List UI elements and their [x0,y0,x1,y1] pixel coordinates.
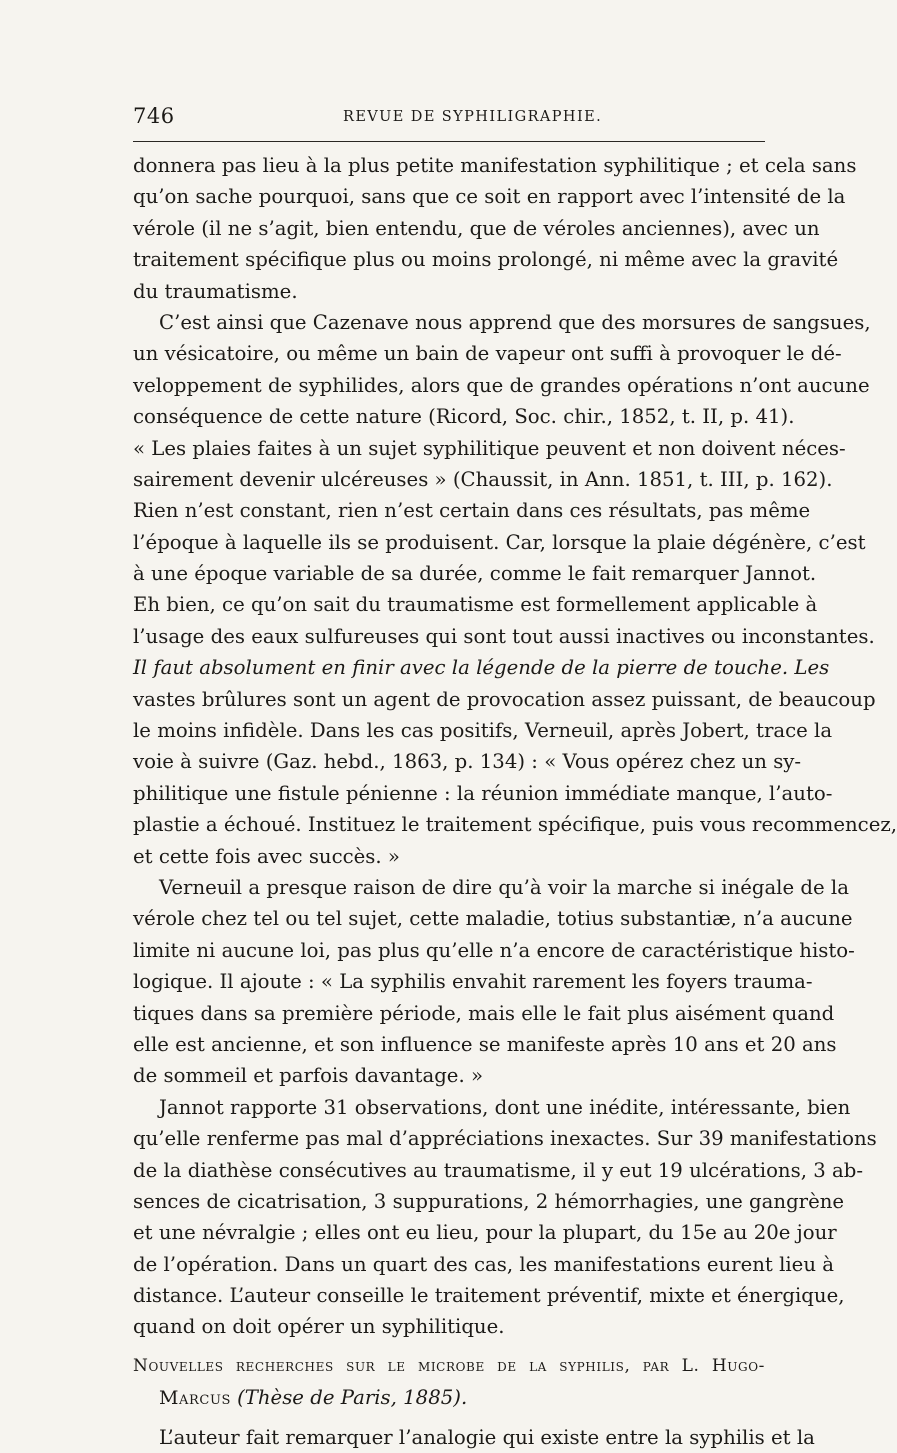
text-line: logique. Il ajoute : « La syphilis envahit rarement les foyers trauma- [133,970,813,994]
text-line: l’usage des eaux sulfureuses qui sont tout aussi inactives ou inconstantes. [133,624,875,648]
text-line: du traumatisme. [133,279,298,303]
running-title: REVUE DE SYPHILIGRAPHIE. [343,109,603,125]
body-text [133,150,897,1453]
text-line: l’époque à laquelle ils se produisent. Car, lorsque la plaie dégénère, c’est [133,530,866,554]
paragraph-3 [133,872,855,1092]
page-number: 746 [133,104,175,128]
text-line: vérole chez tel ou tel sujet, cette maladie, totius substantiæ, n’a aucune [133,907,853,931]
text-line: de l’opération. Dans un quart des cas, les manifestations eurent lieu à [133,1252,835,1276]
text-line: traitement spécifique plus ou moins prolongé, ni même avec la gravité [133,248,839,272]
heading-reference: (Thèse de Paris, 1885). [237,1386,468,1410]
paragraph-2 [133,307,897,872]
text-line: qu’on sache pourquoi, sans que ce soit en rapport avec l’intensité de la [133,185,846,209]
text-line: conséquence de cette nature (Ricord, Soc. chir., 1852, t. II, p. 41). [133,405,795,429]
text-line: C’est ainsi que Cazenave nous apprend que des morsures de sangsues, [159,310,871,334]
text-line: philitique une fistule pénienne : la réunion immédiate manque, l’auto- [133,781,833,805]
text-line: qu’elle renferme pas mal d’appréciations inexactes. Sur 39 manifestations [133,1127,877,1151]
text-line: vérole (il ne s’agit, bien entendu, que de véroles anciennes), avec un [133,216,820,240]
section-heading-line: Nouvelles recherches sur le microbe de la syphilis, par L. Hugo- [133,1355,765,1376]
text-line: Jannot rapporte 31 observations, dont une inédite, intéressante, bien [159,1095,851,1119]
text-line: tiques dans sa première période, mais elle le fait plus aisément quand [133,1001,835,1025]
page-header [133,104,765,134]
text-line: quand on doit opérer un syphilitique. [133,1315,505,1339]
text-line: Il faut absolument en finir avec la légende de la pierre de touche. Les [133,656,830,680]
text-line: de sommeil et parfois davantage. » [133,1064,484,1088]
text-line: et cette fois avec succès. » [133,844,400,868]
section-heading-line [133,1382,765,1413]
text-line: un vésicatoire, ou même un bain de vapeur ont suffi à provoquer le dé- [133,342,842,366]
text-line: Rien n’est constant, rien n’est certain dans ces résultats, pas même [133,499,811,523]
paragraph-4 [133,1092,877,1343]
paragraph-5 [133,1422,815,1453]
text-line: limite ni aucune loi, pas plus qu’elle n’a encore de caractéristique histo- [133,938,855,962]
text-line: « Les plaies faites à un sujet syphilitique peuvent et non doivent néces- [133,436,846,460]
text-line: distance. L’auteur conseille le traitement préventif, mixte et énergique, [133,1284,845,1308]
text-line: veloppement de syphilides, alors que de grandes opérations n’ont aucune [133,373,870,397]
text-line: plastie a échoué. Instituez le traitement spécifique, puis vous recommencez, [133,813,897,837]
text-line: elle est ancienne, et son influence se manifeste après 10 ans et 20 ans [133,1032,837,1056]
text-line: L’auteur fait remarquer l’analogie qui existe entre la syphilis et la [159,1425,815,1449]
section-gap [133,1343,765,1351]
text-line: Eh bien, ce qu’on sait du traumatisme est formellement applicable à [133,593,818,617]
section-gap [133,1414,765,1422]
header-rule [133,141,765,142]
text-line: Verneuil a presque raison de dire qu’à voir la marche si inégale de la [159,875,849,899]
heading-author-name: Marcus [159,1387,232,1410]
text-line: voie à suivre (Gaz. hebd., 1863, p. 134) : « Vous opérez chez un sy- [133,750,802,774]
text-line: vastes brûlures sont un agent de provocation assez puissant, de beaucoup [133,687,876,711]
text-line: à une époque variable de sa durée, comme le fait remarquer Jannot. [133,562,817,586]
text-line: donnera pas lieu à la plus petite manifestation syphilitique ; et cela sans [133,154,857,177]
text-line: et une névralgie ; elles ont eu lieu, pour la plupart, du 15e au 20e jour [133,1221,837,1245]
section-heading [133,1351,765,1414]
paragraph-1 [133,150,857,307]
text-line: le moins infidèle. Dans les cas positifs, Verneuil, après Jobert, trace la [133,719,833,743]
text-line: sairement devenir ulcéreuses » (Chaussit, in Ann. 1851, t. III, p. 162). [133,467,833,491]
text-line: sences de cicatrisation, 3 suppurations, 2 hémorrhagies, une gangrène [133,1189,845,1213]
text-line: de la diathèse consécutives au traumatisme, il y eut 19 ulcérations, 3 ab- [133,1158,864,1182]
